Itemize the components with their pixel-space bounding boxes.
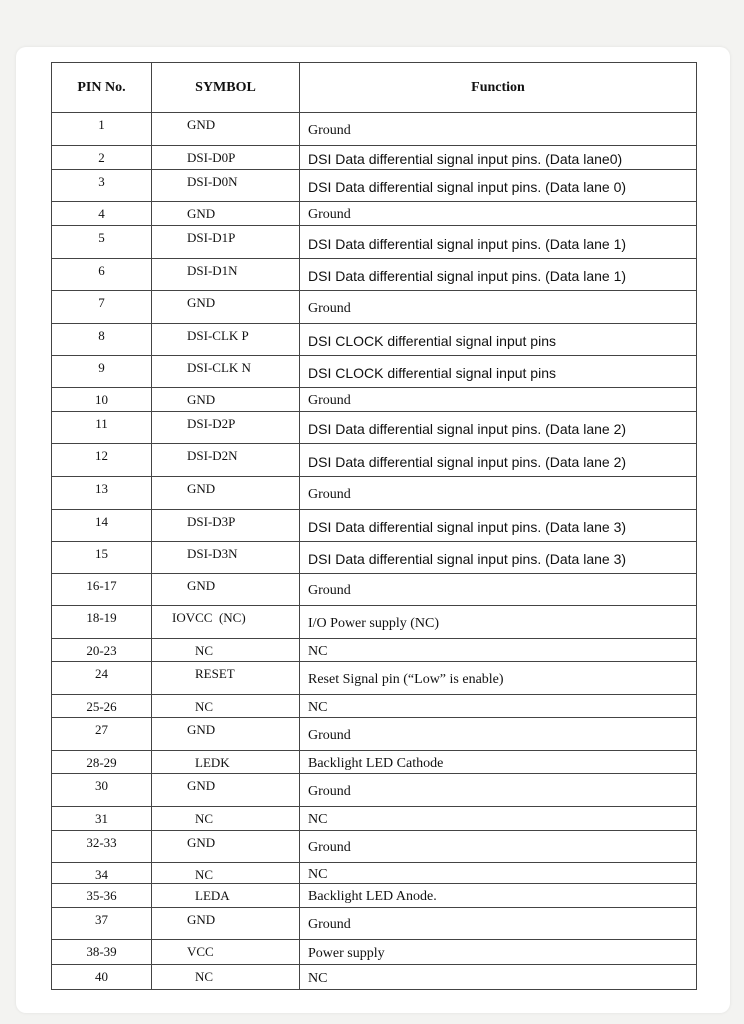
pin-symbol: DSI-D3P — [152, 510, 300, 542]
table-row — [52, 444, 697, 477]
pin-function: NC — [300, 639, 697, 662]
pin-rows — [52, 113, 697, 990]
pin-symbol: DSI-CLK N — [152, 356, 300, 388]
pin-symbol: DSI-D3N — [152, 542, 300, 574]
pin-symbol: GND — [152, 774, 300, 807]
pin-symbol: LEDK — [152, 751, 300, 774]
pin-function: DSI Data differential signal input pins. (Data lane 1) — [300, 226, 697, 259]
pin-symbol: GND — [152, 291, 300, 324]
pin-symbol: GND — [152, 831, 300, 863]
pin-function: DSI Data differential signal input pins. (Data lane 2) — [300, 412, 697, 444]
pin-function: DSI Data differential signal input pins. (Data lane 3) — [300, 510, 697, 542]
pin-function: DSI Data differential signal input pins. (Data lane 3) — [300, 542, 697, 574]
pin-number: 2 — [52, 146, 152, 170]
table-row — [52, 965, 697, 990]
table-row — [52, 807, 697, 831]
pin-symbol: GND — [152, 574, 300, 606]
pin-number: 38-39 — [52, 940, 152, 965]
pin-number: 40 — [52, 965, 152, 990]
pin-function: Power supply — [300, 940, 697, 965]
table-row — [52, 884, 697, 908]
pin-function: Ground — [300, 477, 697, 510]
pin-number: 24 — [52, 662, 152, 695]
table-row — [52, 170, 697, 202]
pin-symbol: GND — [152, 113, 300, 146]
pin-symbol: LEDA — [152, 884, 300, 908]
table-row — [52, 718, 697, 751]
pin-symbol: NC — [152, 807, 300, 831]
pin-function: NC — [300, 695, 697, 718]
pin-number: 1 — [52, 113, 152, 146]
table-row — [52, 863, 697, 884]
pin-number: 6 — [52, 259, 152, 291]
header-row — [52, 63, 697, 113]
pin-symbol: GND — [152, 908, 300, 940]
pin-symbol: DSI-CLK P — [152, 324, 300, 356]
pin-symbol: DSI-D2N — [152, 444, 300, 477]
pin-number: 31 — [52, 807, 152, 831]
pin-function: Ground — [300, 908, 697, 940]
pin-symbol: NC — [152, 965, 300, 990]
pin-table — [51, 62, 697, 990]
pin-function: Ground — [300, 774, 697, 807]
pin-number: 8 — [52, 324, 152, 356]
pin-number: 11 — [52, 412, 152, 444]
pin-symbol: NC — [152, 695, 300, 718]
pin-function: DSI CLOCK differential signal input pins — [300, 324, 697, 356]
pin-function: Ground — [300, 718, 697, 751]
header-symbol: SYMBOL — [152, 63, 300, 113]
pin-symbol: RESET — [152, 662, 300, 695]
pin-number: 34 — [52, 863, 152, 884]
table-row — [52, 774, 697, 807]
pin-number: 28-29 — [52, 751, 152, 774]
pin-function: DSI Data differential signal input pins. (Data lane 0) — [300, 170, 697, 202]
pin-function: Ground — [300, 388, 697, 412]
table-row — [52, 412, 697, 444]
pin-function: NC — [300, 807, 697, 831]
table-row — [52, 940, 697, 965]
pin-number: 13 — [52, 477, 152, 510]
pin-function: Ground — [300, 831, 697, 863]
table-row — [52, 113, 697, 146]
pin-function: I/O Power supply (NC) — [300, 606, 697, 639]
pin-symbol: VCC — [152, 940, 300, 965]
table-row — [52, 751, 697, 774]
table-row — [52, 146, 697, 170]
table-row — [52, 662, 697, 695]
pin-symbol: DSI-D1P — [152, 226, 300, 259]
pin-function: Backlight LED Cathode — [300, 751, 697, 774]
pin-number: 3 — [52, 170, 152, 202]
pin-number: 14 — [52, 510, 152, 542]
pin-number: 7 — [52, 291, 152, 324]
table-row — [52, 639, 697, 662]
pin-function: DSI CLOCK differential signal input pins — [300, 356, 697, 388]
pin-number: 35-36 — [52, 884, 152, 908]
pin-symbol: NC — [152, 863, 300, 884]
pin-number: 16-17 — [52, 574, 152, 606]
pin-number: 27 — [52, 718, 152, 751]
pin-symbol: DSI-D0N — [152, 170, 300, 202]
pin-number: 30 — [52, 774, 152, 807]
table-row — [52, 291, 697, 324]
table-row — [52, 908, 697, 940]
pin-function: NC — [300, 863, 697, 884]
pin-number: 20-23 — [52, 639, 152, 662]
table-row — [52, 324, 697, 356]
header-function: Function — [300, 63, 697, 113]
pin-symbol: NC — [152, 639, 300, 662]
pin-symbol: DSI-D2P — [152, 412, 300, 444]
table-row — [52, 510, 697, 542]
pin-function: NC — [300, 965, 697, 990]
pin-function: Ground — [300, 202, 697, 226]
pin-number: 4 — [52, 202, 152, 226]
pin-number: 10 — [52, 388, 152, 412]
table-row — [52, 202, 697, 226]
pin-symbol: GND — [152, 477, 300, 510]
pin-number: 37 — [52, 908, 152, 940]
table-row — [52, 226, 697, 259]
pin-function: Ground — [300, 291, 697, 324]
pin-function: Reset Signal pin (“Low” is enable) — [300, 662, 697, 695]
pin-function: Ground — [300, 113, 697, 146]
table-row — [52, 606, 697, 639]
pin-function: DSI Data differential signal input pins. (Data lane 1) — [300, 259, 697, 291]
pin-number: 25-26 — [52, 695, 152, 718]
pin-number: 32-33 — [52, 831, 152, 863]
table-row — [52, 259, 697, 291]
table-row — [52, 477, 697, 510]
table-row — [52, 388, 697, 412]
table-row — [52, 695, 697, 718]
pin-symbol: DSI-D0P — [152, 146, 300, 170]
pin-symbol: GND — [152, 388, 300, 412]
table-row — [52, 574, 697, 606]
pin-symbol: IOVCC (NC) — [152, 606, 300, 639]
pin-function: DSI Data differential signal input pins. (Data lane 2) — [300, 444, 697, 477]
pin-function: Ground — [300, 574, 697, 606]
pin-number: 5 — [52, 226, 152, 259]
pin-function: DSI Data differential signal input pins. (Data lane0) — [300, 146, 697, 170]
pin-number: 9 — [52, 356, 152, 388]
pin-function: Backlight LED Anode. — [300, 884, 697, 908]
header-pin-no: PIN No. — [52, 63, 152, 113]
table-row — [52, 831, 697, 863]
pin-number: 12 — [52, 444, 152, 477]
pin-symbol: DSI-D1N — [152, 259, 300, 291]
table-row — [52, 356, 697, 388]
pin-number: 15 — [52, 542, 152, 574]
pin-symbol: GND — [152, 202, 300, 226]
table-row — [52, 542, 697, 574]
pin-number: 18-19 — [52, 606, 152, 639]
pin-symbol: GND — [152, 718, 300, 751]
